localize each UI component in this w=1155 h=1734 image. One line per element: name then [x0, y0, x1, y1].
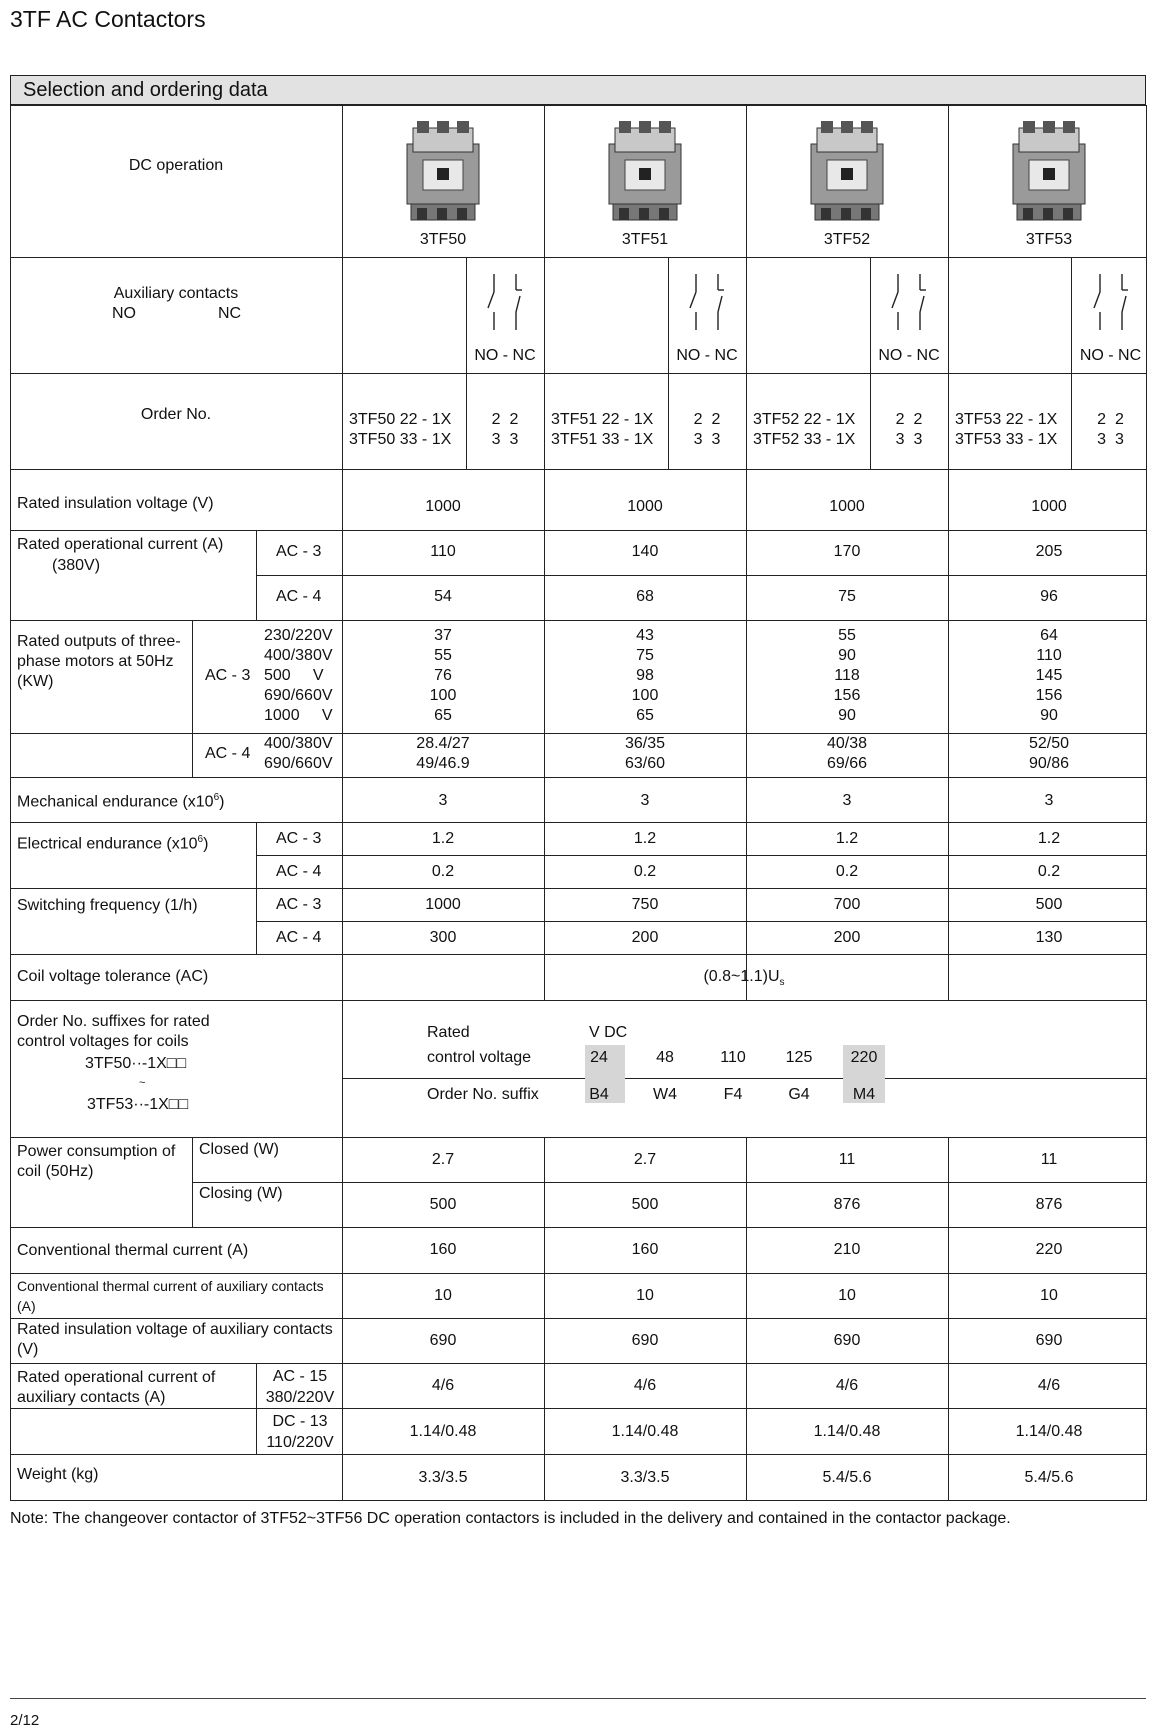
grid-line — [10, 620, 1146, 621]
thermal-current-value: 220 — [1035, 1241, 1063, 1258]
output-ac4: 28.4/27 49/46.9 — [416, 735, 470, 772]
grid-line — [10, 888, 1146, 889]
no-nc-label: NO - NC — [1079, 347, 1142, 364]
ac3-label: AC - 3 — [276, 830, 322, 847]
grid-line — [466, 257, 467, 469]
insulation-voltage-value: 1000 — [627, 498, 663, 515]
contact-symbol-icon — [682, 272, 732, 337]
switch-ac3: 1000 — [425, 896, 461, 913]
aux-count: 2 2 3 3 — [1097, 411, 1124, 448]
switch-ac4: 130 — [1035, 929, 1063, 946]
suffix-code: F4 — [723, 1086, 743, 1103]
weight-value: 5.4/5.6 — [1024, 1469, 1074, 1486]
power-closed: 2.7 — [431, 1151, 455, 1168]
grid-line — [1071, 257, 1072, 469]
suffix-control-voltage: control voltage — [427, 1049, 532, 1066]
no-nc-label: NO - NC — [676, 347, 738, 364]
elec-ac3: 1.2 — [431, 830, 455, 847]
thermal-current-value: 160 — [631, 1241, 659, 1258]
grid-line — [948, 105, 949, 1000]
grid-line — [256, 822, 257, 954]
grid-line — [192, 620, 193, 777]
ac15-voltage: 380/220V — [265, 1389, 335, 1406]
insulation-voltage-value: 1000 — [829, 498, 865, 515]
aux-dc13-value: 1.14/0.48 — [611, 1423, 679, 1440]
weight-value: 3.3/3.5 — [620, 1469, 670, 1486]
aux-count: 2 2 3 3 — [693, 411, 721, 448]
aux-thermal-value: 10 — [434, 1287, 452, 1304]
grid-line — [10, 1363, 1146, 1364]
mech-endurance-label: Mechanical endurance $(x10^6)$ — [17, 792, 225, 811]
order-number: 3TF50 22 - 1X 3TF50 33 - 1X — [349, 411, 452, 448]
op-current-sub: (380V) — [52, 557, 101, 574]
ac4-label: AC - 4 — [276, 863, 322, 880]
aux-ac15-value: 4/6 — [431, 1377, 455, 1394]
weight-value: 3.3/3.5 — [418, 1469, 468, 1486]
grid-line — [10, 954, 1146, 955]
ac4-label: AC - 4 — [276, 588, 322, 605]
aux-insulation-value: 690 — [631, 1332, 659, 1349]
power-closing: 876 — [1035, 1196, 1063, 1213]
elec-ac3: 1.2 — [633, 830, 657, 847]
suffix-voltage: 110 — [720, 1049, 746, 1066]
page-number: 2/12 — [10, 1712, 40, 1729]
mech-endurance-value: 3 — [438, 792, 448, 809]
order-no-label: Order No. — [140, 406, 212, 423]
ac4-voltages: 400/380V 690/660V — [264, 735, 333, 772]
op-current-ac3: 110 — [430, 543, 456, 560]
power-closed: 11 — [838, 1151, 856, 1168]
model-label: 3TF53 — [1025, 231, 1073, 248]
suffix-example-2: 3TF53··-1X□□ — [87, 1096, 189, 1113]
closed-label: Closed (W) — [199, 1141, 280, 1158]
model-label: 3TF50 — [419, 231, 467, 248]
aux-thermal-label: Conventional thermal current of auxiliary contacts (A) — [17, 1278, 324, 1314]
suffix-voltage: 48 — [656, 1049, 674, 1066]
grid-line — [10, 1000, 1146, 1001]
contactor-image — [1009, 118, 1089, 233]
output-ac3: 55 90 118 156 90 — [833, 627, 861, 724]
aux-op-current-label: Rated operational current of auxiliary contacts (A) — [17, 1369, 216, 1406]
dc13-label: DC - 13 — [272, 1413, 328, 1430]
grid-line — [342, 105, 343, 1501]
aux-contacts-label: Auxiliary contacts — [113, 285, 239, 302]
suffix-code: M4 — [852, 1086, 876, 1103]
grid-line — [10, 373, 1146, 374]
suffix-label: Order No. suffixes for rated control voltages for coils — [17, 1013, 210, 1050]
order-number: 3TF53 22 - 1X 3TF53 33 - 1X — [955, 411, 1058, 448]
op-current-ac4: 75 — [838, 588, 856, 605]
page-title: 3TF AC Contactors — [10, 6, 206, 32]
contact-symbol-icon — [1086, 272, 1136, 337]
output-ac4: 52/50 90/86 — [1028, 735, 1070, 772]
insulation-voltage-value: 1000 — [425, 498, 461, 515]
grid-line — [256, 575, 1146, 576]
op-current-ac3: 140 — [631, 543, 659, 560]
order-number: 3TF51 22 - 1X 3TF51 33 - 1X — [551, 411, 654, 448]
aux-insulation-label: Rated insulation voltage of auxiliary contacts (V) — [17, 1321, 333, 1358]
op-current-ac3: 205 — [1035, 543, 1063, 560]
suffix-tilde: ~ — [139, 1077, 146, 1089]
grid-line — [746, 1137, 747, 1501]
power-closing: 876 — [833, 1196, 861, 1213]
insulation-voltage-value: 1000 — [1031, 498, 1067, 515]
grid-line — [746, 105, 747, 1000]
aux-nc-label: NC — [218, 305, 242, 322]
power-closed: 2.7 — [633, 1151, 657, 1168]
contactor-image — [403, 118, 483, 233]
grid-line — [256, 530, 257, 620]
elec-ac3: 1.2 — [835, 830, 859, 847]
switch-ac3: 700 — [833, 896, 861, 913]
coil-tolerance-value: $(0.8\sim 1.1)U_s$ — [703, 968, 785, 989]
mech-endurance-value: 3 — [1044, 792, 1054, 809]
ac15-label: AC - 15 — [272, 1368, 328, 1385]
aux-insulation-value: 690 — [833, 1332, 861, 1349]
order-number: 3TF52 22 - 1X 3TF52 33 - 1X — [753, 411, 856, 448]
grid-line — [10, 1227, 1146, 1228]
grid-line — [1146, 105, 1147, 1501]
section-header: Selection and ordering data — [10, 75, 1146, 105]
grid-line — [192, 1137, 193, 1227]
grid-line — [256, 855, 1146, 856]
elec-ac3: 1.2 — [1037, 830, 1061, 847]
elec-ac4: 0.2 — [633, 863, 657, 880]
switch-ac3: 500 — [1035, 896, 1063, 913]
suffix-code: W4 — [653, 1086, 677, 1103]
elec-endurance-label: Electrical endurance $(x10^6)$ — [17, 834, 209, 853]
aux-insulation-value: 690 — [429, 1332, 457, 1349]
aux-count: 2 2 3 3 — [491, 411, 519, 448]
insulation-voltage-label: Rated insulation voltage (V) — [17, 495, 214, 512]
suffix-example-1: 3TF50··-1X□□ — [85, 1055, 187, 1072]
grid-line — [342, 1078, 1146, 1079]
grid-line — [668, 257, 669, 469]
grid-line — [10, 1454, 1146, 1455]
elec-ac4: 0.2 — [835, 863, 859, 880]
aux-thermal-value: 10 — [636, 1287, 654, 1304]
grid-line — [10, 1500, 1146, 1501]
aux-ac15-value: 4/6 — [1037, 1377, 1061, 1394]
grid-line — [10, 469, 1146, 470]
coil-tolerance-label: Coil voltage tolerance (AC) — [17, 968, 209, 985]
aux-dc13-value: 1.14/0.48 — [1015, 1423, 1083, 1440]
grid-line — [10, 777, 1146, 778]
aux-dc13-value: 1.14/0.48 — [409, 1423, 477, 1440]
suffix-code: B4 — [589, 1086, 609, 1103]
footer-rule — [10, 1698, 1146, 1699]
power-closing: 500 — [631, 1196, 659, 1213]
thermal-current-value: 210 — [833, 1241, 861, 1258]
grid-line — [10, 105, 11, 1501]
grid-line — [10, 822, 1146, 823]
suffix-voltage: 125 — [785, 1049, 813, 1066]
switch-ac3: 750 — [631, 896, 659, 913]
aux-no-label: NO — [112, 305, 136, 322]
mech-endurance-value: 3 — [640, 792, 650, 809]
aux-ac15-value: 4/6 — [835, 1377, 859, 1394]
grid-line — [948, 1137, 949, 1501]
grid-line — [544, 1137, 545, 1501]
thermal-current-label: Conventional thermal current (A) — [17, 1242, 249, 1259]
op-current-label: Rated operational current (A) — [17, 536, 224, 553]
ac3-label: AC - 3 — [276, 896, 322, 913]
footnote: Note: The changeover contactor of 3TF52~3TF56 DC operation contactors is included in the delivery and contained in the contactor package. — [10, 1510, 1011, 1527]
output-ac4: 36/35 63/60 — [624, 735, 666, 772]
power-consumption-label: Power consumption of coil (50Hz) — [17, 1143, 176, 1180]
suffix-code: G4 — [788, 1086, 810, 1103]
no-nc-label: NO - NC — [878, 347, 940, 364]
op-current-ac3: 170 — [833, 543, 861, 560]
power-closed: 11 — [1040, 1151, 1058, 1168]
output-ac3: 64 110 145 156 90 — [1035, 627, 1063, 724]
grid-line — [10, 1318, 1146, 1319]
suffix-order-label: Order No. suffix — [427, 1086, 539, 1103]
grid-line — [10, 1137, 1146, 1138]
grid-line — [10, 1273, 1146, 1274]
aux-dc13-value: 1.14/0.48 — [813, 1423, 881, 1440]
ac3-voltages: 230/220V 400/380V 500 V 690/660V 1000 V — [264, 627, 333, 724]
elec-ac4: 0.2 — [1037, 863, 1061, 880]
op-current-ac4: 96 — [1040, 588, 1058, 605]
switch-ac4: 300 — [429, 929, 457, 946]
thermal-current-value: 160 — [429, 1241, 457, 1258]
model-label: 3TF51 — [621, 231, 669, 248]
grid-line — [544, 105, 545, 1000]
aux-thermal-value: 10 — [1040, 1287, 1058, 1304]
elec-ac4: 0.2 — [431, 863, 455, 880]
aux-thermal-value: 10 — [838, 1287, 856, 1304]
model-label: 3TF52 — [823, 231, 871, 248]
grid-line — [10, 257, 1146, 258]
ac3-label: AC - 3 — [276, 543, 322, 560]
weight-label: Weight (kg) — [17, 1466, 99, 1483]
contactor-image — [807, 118, 887, 233]
contactor-image — [605, 118, 685, 233]
grid-line — [870, 257, 871, 469]
contact-symbol-icon — [884, 272, 934, 337]
dc-operation-label: DC operation — [128, 157, 224, 174]
dc13-voltage: 110/220V — [266, 1434, 334, 1451]
mech-endurance-value: 3 — [842, 792, 852, 809]
aux-insulation-value: 690 — [1035, 1332, 1063, 1349]
no-nc-label: NO - NC — [474, 347, 536, 364]
op-current-ac4: 68 — [636, 588, 654, 605]
ac3-label: AC - 3 — [205, 667, 251, 684]
weight-value: 5.4/5.6 — [822, 1469, 872, 1486]
closing-label: Closing (W) — [199, 1185, 283, 1202]
switch-ac4: 200 — [833, 929, 861, 946]
output-ac3: 37 55 76 100 65 — [429, 627, 457, 724]
ac4-label: AC - 4 — [276, 929, 322, 946]
grid-line — [256, 1363, 257, 1454]
suffix-voltage: 220 — [850, 1049, 878, 1066]
grid-line — [192, 733, 1146, 734]
power-closing: 500 — [429, 1196, 457, 1213]
switch-ac4: 200 — [631, 929, 659, 946]
output-ac4: 40/38 69/66 — [826, 735, 868, 772]
grid-line — [10, 530, 1146, 531]
aux-ac15-value: 4/6 — [633, 1377, 657, 1394]
grid-line — [192, 1182, 1146, 1183]
suffix-voltage: 24 — [590, 1049, 608, 1066]
suffix-vdc: V DC — [589, 1024, 628, 1041]
grid-line — [10, 105, 1146, 106]
contact-symbol-icon — [480, 272, 530, 337]
rated-outputs-label: Rated outputs of three-phase motors at 50Hz (KW) — [17, 633, 181, 690]
suffix-rated: Rated — [427, 1024, 470, 1041]
ac4-label: AC - 4 — [205, 745, 251, 762]
aux-count: 2 2 3 3 — [895, 411, 923, 448]
op-current-ac4: 54 — [434, 588, 452, 605]
output-ac3: 43 75 98 100 65 — [631, 627, 659, 724]
grid-line — [256, 921, 1146, 922]
grid-line — [256, 1408, 1146, 1409]
switch-freq-label: Switching frequency (1/h) — [17, 897, 198, 914]
